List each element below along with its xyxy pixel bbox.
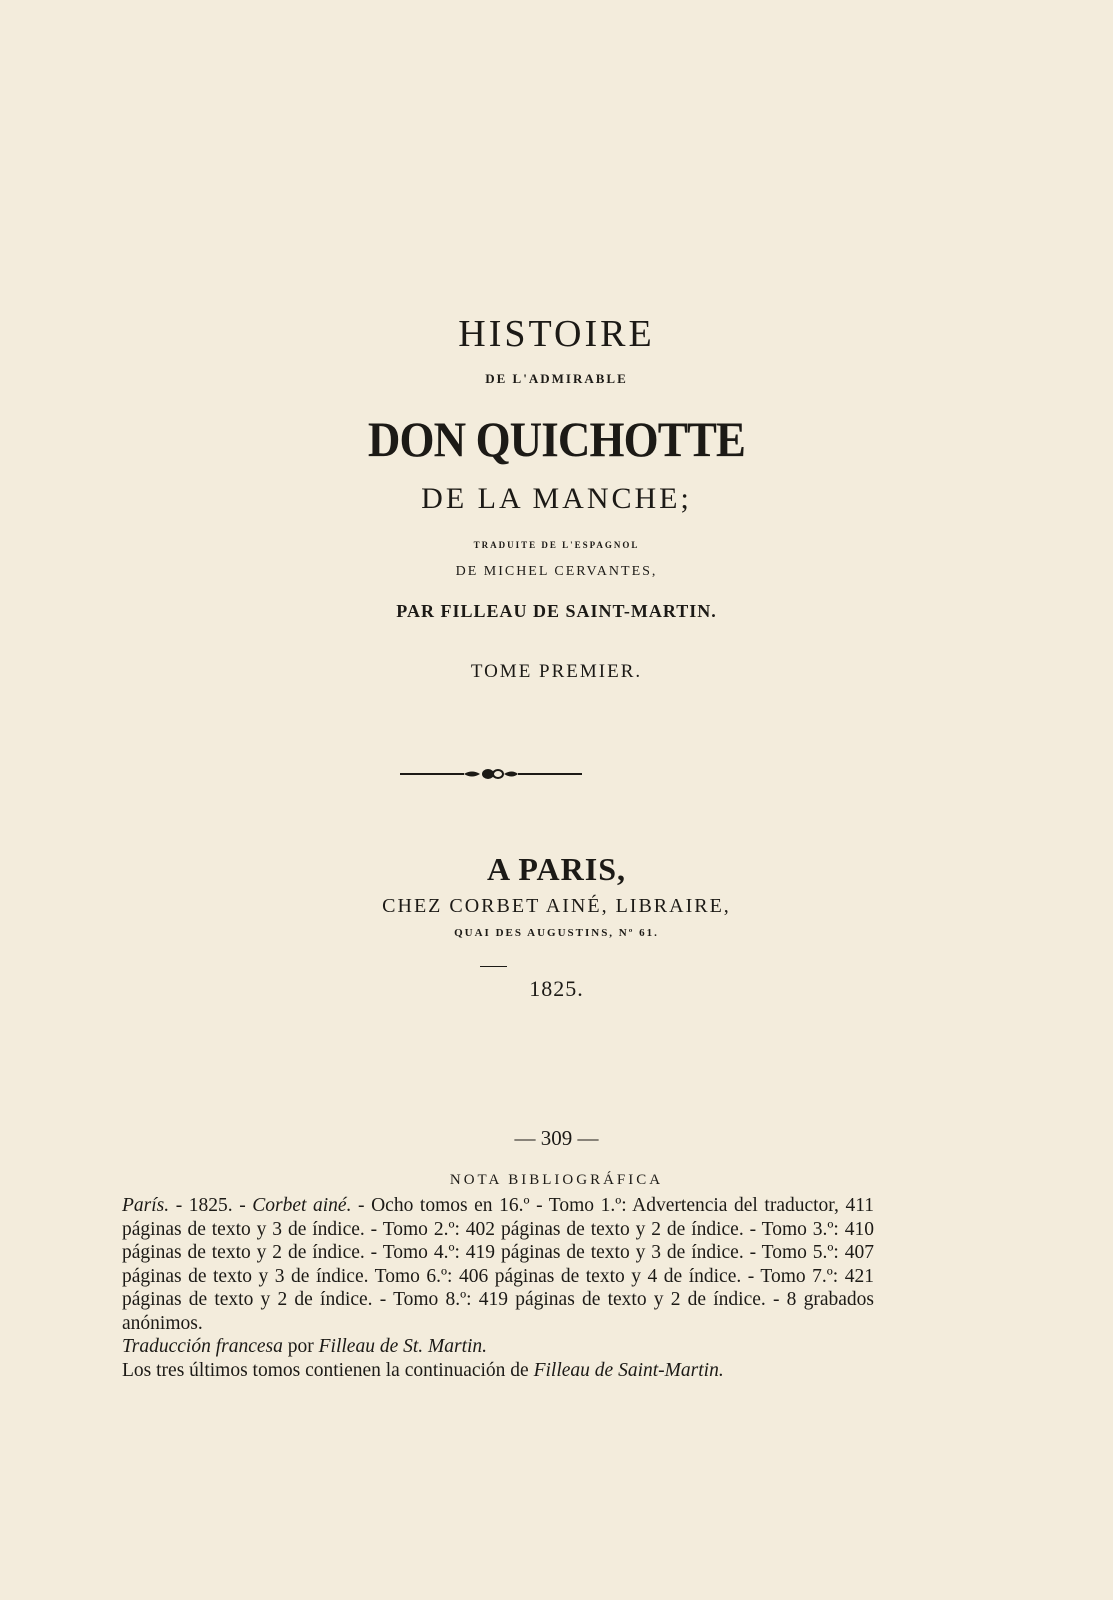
title-translator: PAR FILLEAU DE SAINT-MARTIN. — [396, 601, 717, 621]
note-continuation — [122, 1359, 874, 1383]
note-city: París. — [122, 1195, 170, 1216]
imprint-publisher: CHEZ CORBET AINÉ, LIBRAIRE, — [382, 895, 731, 917]
title-don-quichotte: DON QUICHOTTE — [367, 411, 746, 467]
note-continuation-text: Los tres últimos tomos contienen la continuación de — [122, 1359, 534, 1381]
note-description — [122, 1194, 874, 1335]
note-volumes: - Ocho tomos en 16.º - Tomo 1.º: Advertencia del traductor, 411 páginas de texto y 3 de índice. - Tomo 2.º: 402 páginas de texto y 2 de índice. - Tomo 3.º: 410 páginas de texto y 2 de índice. - Tomo 4.º: 419 páginas de texto y 3 de índice. - Tomo 5.º: 407 páginas de texto y 3 de índice. Tomo 6.º: 406 páginas de texto y 4 de índice. - Tomo 7.º: 421 páginas de texto y 2 de índice. - Tomo 8.º: 419 páginas de texto y 2 de índice. - 8 grabados anónimos. — [122, 1195, 874, 1334]
note-translation — [122, 1335, 874, 1359]
note-year: - 1825. - — [169, 1195, 253, 1216]
note-translation-by: por — [282, 1336, 319, 1357]
short-rule — [480, 966, 507, 967]
imprint-city: A PARIS, — [487, 851, 626, 887]
page-number: — 309 — — [514, 1126, 599, 1150]
title-histoire: HISTOIRE — [458, 313, 655, 355]
title-admirable: DE L'ADMIRABLE — [485, 371, 628, 386]
imprint-year: 1825. — [529, 976, 584, 1001]
imprint-address: QUAI DES AUGUSTINS, Nº 61. — [454, 927, 659, 939]
ornament-rule-icon — [400, 767, 582, 781]
note-continuation-author: Filleau de Saint-Martin. — [533, 1359, 724, 1381]
note-translation-label: Traducción francesa — [122, 1336, 283, 1357]
title-volume: TOME PREMIER. — [470, 661, 643, 682]
title-de-la-manche: DE LA MANCHE; — [421, 482, 692, 515]
note-translator: Filleau de St. Martin. — [318, 1336, 488, 1357]
note-publisher: Corbet ainé. — [252, 1195, 352, 1216]
bibliographic-note — [122, 1194, 874, 1382]
title-traduite: TRADUITE DE L'ESPAGNOL — [473, 540, 640, 550]
note-heading: NOTA BIBLIOGRÁFICA — [449, 1172, 664, 1188]
title-author: DE MICHEL CERVANTES, — [455, 564, 658, 579]
